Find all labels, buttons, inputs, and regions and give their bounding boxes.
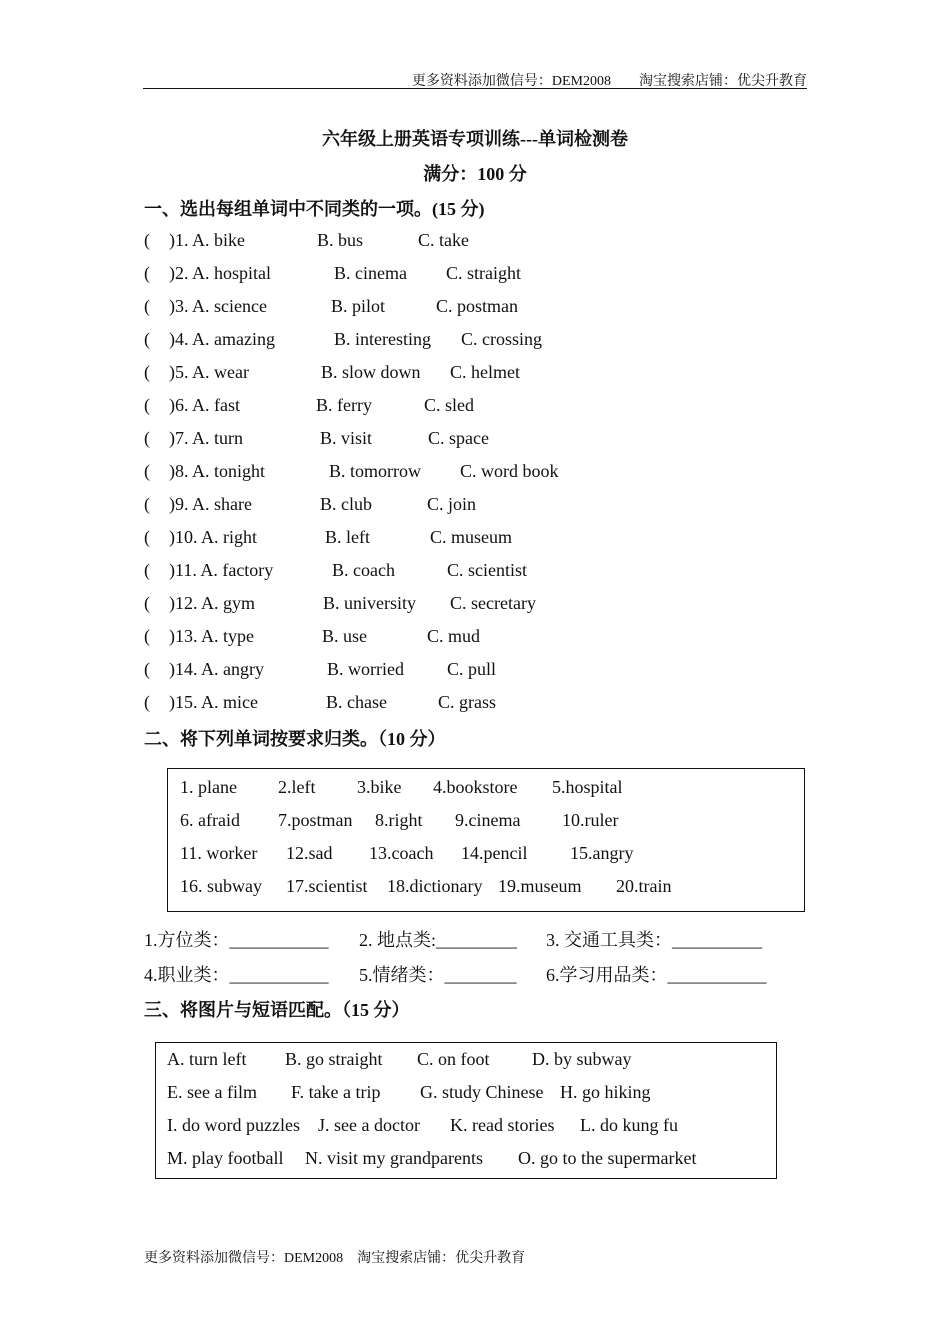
phrase-item: G. study Chinese <box>420 1082 544 1102</box>
answer-blank-paren: ( <box>144 263 150 283</box>
word-bank-item: 18.dictionary <box>387 876 483 896</box>
phrase-item: I. do word puzzles <box>167 1115 300 1135</box>
word-bank-box <box>167 768 805 912</box>
answer-blank-paren: ( <box>144 428 150 448</box>
category-blank[interactable]: 5.情绪类：________ <box>359 965 517 985</box>
phrase-item: E. see a film <box>167 1082 257 1102</box>
word-bank-item: 14.pencil <box>461 843 528 863</box>
option-b: B. slow down <box>321 362 421 382</box>
option-b: B. use <box>322 626 367 646</box>
worksheet-title: 六年级上册英语专项训练---单词检测卷 <box>322 129 628 149</box>
phrase-item: J. see a doctor <box>318 1115 420 1135</box>
page-header: 更多资料添加微信号：DEM2008 淘宝搜索店铺：优尖升教育 <box>411 74 807 89</box>
option-a: )1. A. bike <box>169 230 245 250</box>
option-c: C. postman <box>436 296 519 316</box>
option-c: C. space <box>428 428 489 448</box>
category-blank[interactable]: 1.方位类：___________ <box>144 930 329 950</box>
answer-blank-paren: ( <box>144 461 150 481</box>
option-a: )2. A. hospital <box>169 263 271 283</box>
word-bank-item: 5.hospital <box>552 777 623 797</box>
word-bank-item: 3.bike <box>357 777 402 797</box>
word-bank-item: 19.museum <box>498 876 582 896</box>
phrase-item: D. by subway <box>532 1049 632 1069</box>
phrase-item: C. on foot <box>417 1049 490 1069</box>
option-c: C. crossing <box>461 329 542 349</box>
option-b: B. interesting <box>334 329 431 349</box>
option-b: B. university <box>323 593 416 613</box>
phrase-item: L. do kung fu <box>580 1115 678 1135</box>
option-a: )6. A. fast <box>169 395 240 415</box>
word-bank-item: 6. afraid <box>180 810 240 830</box>
answer-blank-paren: ( <box>144 395 150 415</box>
word-bank-item: 20.train <box>616 876 672 896</box>
option-c: C. take <box>418 230 469 250</box>
word-bank-item: 15.angry <box>570 843 634 863</box>
option-a: )15. A. mice <box>169 692 258 712</box>
phrase-item: H. go hiking <box>560 1082 651 1102</box>
option-b: B. coach <box>332 560 395 580</box>
option-a: )11. A. factory <box>169 560 274 580</box>
option-a: )4. A. amazing <box>169 329 275 349</box>
phrase-item: F. take a trip <box>291 1082 381 1102</box>
option-b: B. bus <box>317 230 364 250</box>
option-a: )10. A. right <box>169 527 257 547</box>
full-score: 满分：100 分 <box>423 164 527 184</box>
word-bank-item: 16. subway <box>180 876 262 896</box>
phrase-item: K. read stories <box>450 1115 555 1135</box>
word-bank-item: 10.ruler <box>562 810 619 830</box>
word-bank-item: 17.scientist <box>286 876 368 896</box>
word-bank-item: 7.postman <box>278 810 353 830</box>
word-bank-item: 11. worker <box>180 843 258 863</box>
phrase-item: A. turn left <box>167 1049 247 1069</box>
answer-blank-paren: ( <box>144 329 150 349</box>
section3-heading: 三、将图片与短语匹配。（15 分） <box>144 1000 410 1020</box>
option-c: C. mud <box>427 626 481 646</box>
word-bank-item: 1. plane <box>180 777 237 797</box>
option-a: )7. A. turn <box>169 428 243 448</box>
option-b: B. club <box>320 494 372 514</box>
phrase-item: M. play football <box>167 1148 284 1168</box>
category-blank[interactable]: 4.职业类：___________ <box>144 965 329 985</box>
answer-blank-paren: ( <box>144 230 150 250</box>
header-rule <box>143 88 807 89</box>
page-footer: 更多资料添加微信号：DEM2008 淘宝搜索店铺：优尖升教育 <box>144 1251 526 1266</box>
phrase-item: B. go straight <box>285 1049 383 1069</box>
option-c: C. pull <box>447 659 497 679</box>
option-c: C. helmet <box>450 362 520 382</box>
section2-heading: 二、将下列单词按要求归类。（10 分） <box>144 729 446 749</box>
phrase-item: N. visit my grandparents <box>305 1148 483 1168</box>
answer-blank-paren: ( <box>144 593 150 613</box>
phrase-item: O. go to the supermarket <box>518 1148 697 1168</box>
option-b: B. cinema <box>334 263 407 283</box>
option-a: )13. A. type <box>169 626 254 646</box>
option-a: )8. A. tonight <box>169 461 266 481</box>
option-a: )12. A. gym <box>169 593 256 613</box>
word-bank-item: 9.cinema <box>455 810 521 830</box>
option-a: )14. A. angry <box>169 659 264 679</box>
option-b: B. ferry <box>316 395 372 415</box>
word-bank-item: 13.coach <box>369 843 434 863</box>
option-b: B. worried <box>327 659 404 679</box>
option-b: B. tomorrow <box>329 461 421 481</box>
option-c: C. join <box>427 494 477 514</box>
phrase-bank-box <box>155 1042 777 1179</box>
option-c: C. grass <box>438 692 496 712</box>
category-blank[interactable]: 2. 地点类:_________ <box>359 930 518 950</box>
answer-blank-paren: ( <box>144 296 150 316</box>
word-bank-item: 4.bookstore <box>433 777 518 797</box>
option-a: )3. A. science <box>169 296 267 316</box>
option-a: )9. A. share <box>169 494 252 514</box>
option-b: B. pilot <box>331 296 386 316</box>
option-c: C. straight <box>446 263 521 283</box>
option-b: B. visit <box>320 428 373 448</box>
section1-heading: 一、选出每组单词中不同类的一项。(15 分) <box>144 199 485 219</box>
option-a: )5. A. wear <box>169 362 249 382</box>
option-c: C. secretary <box>450 593 536 613</box>
category-blank[interactable]: 3. 交通工具类：__________ <box>546 930 762 950</box>
answer-blank-paren: ( <box>144 692 150 712</box>
word-bank-item: 12.sad <box>286 843 333 863</box>
answer-blank-paren: ( <box>144 626 150 646</box>
word-bank-item: 8.right <box>375 810 423 830</box>
category-blank[interactable]: 6.学习用品类：___________ <box>546 965 767 985</box>
answer-blank-paren: ( <box>144 560 150 580</box>
option-b: B. chase <box>326 692 387 712</box>
answer-blank-paren: ( <box>144 659 150 679</box>
option-c: C. sled <box>424 395 475 415</box>
option-b: B. left <box>325 527 370 547</box>
option-c: C. word book <box>460 461 559 481</box>
answer-blank-paren: ( <box>144 362 150 382</box>
answer-blank-paren: ( <box>144 494 150 514</box>
answer-blank-paren: ( <box>144 527 150 547</box>
option-c: C. museum <box>430 527 513 547</box>
option-c: C. scientist <box>447 560 527 580</box>
word-bank-item: 2.left <box>278 777 316 797</box>
